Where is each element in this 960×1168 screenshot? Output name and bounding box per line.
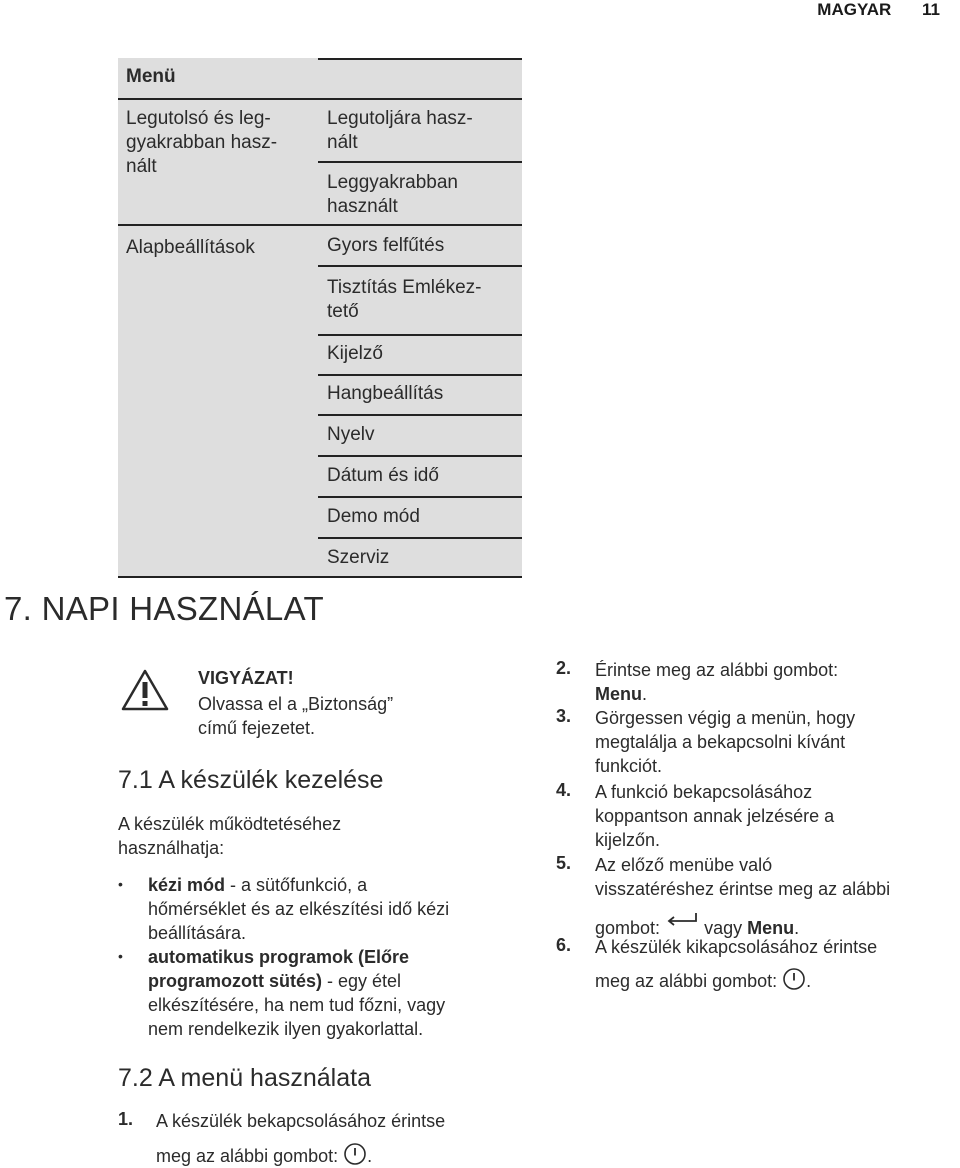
menu-left-row-1: Legutolsó és leg- gyakrabban hasz- nált: [126, 108, 278, 177]
bullet-1: kézi mód - a sütőfunkció, a hőmérséklet és az elkészítési idő kézi beállítására.: [148, 875, 450, 943]
step-5-text-line-3: gombot: vagy Menu.: [595, 910, 799, 940]
menu-right-row-7: Nyelv: [327, 424, 375, 445]
step-3-number: 3.: [556, 706, 572, 726]
step-4-text: A funkció bekapcsolásához koppantson annak jelzésére a kijelzőn.: [595, 782, 835, 850]
menu-right-row-2: Leggyakrabban használt: [327, 172, 458, 217]
step-6-text: A készülék kikapcsolásához érintse: [595, 937, 878, 957]
step-1-number: 1.: [118, 1109, 134, 1129]
menu-right-row-10: Szerviz: [327, 547, 390, 568]
menu-right-row-5: Kijelző: [327, 343, 383, 364]
warning-line-2: című fejezetet.: [198, 718, 316, 738]
power-icon: [782, 967, 806, 991]
s71-intro: A készülék működtetéséhez használhatja:: [118, 814, 342, 858]
bullet-1-marker: •: [118, 876, 123, 892]
warning-triangle-icon: [120, 668, 170, 712]
step-5-text: Az előző menübe való visszatéréshez érintse meg az alábbi: [595, 855, 891, 899]
header-page-number: 11: [922, 0, 940, 19]
menu-right-row-9: Demo mód: [327, 506, 420, 527]
section-title: 7. NAPI HASZNÁLAT: [4, 590, 324, 627]
warning-title: VIGYÁZAT!: [198, 668, 294, 688]
step-6-text-line-2: meg az alábbi gombot: .: [595, 967, 811, 993]
back-arrow-icon: [665, 910, 699, 930]
subsection-7-2-title: 7.2 A menü használata: [118, 1064, 371, 1092]
menu-right-row-4: Tisztítás Emlékez- tető: [327, 277, 482, 322]
step-6-number: 6.: [556, 935, 572, 955]
menu-table: [118, 58, 522, 578]
menu-right-row-3: Gyors felfűtés: [327, 235, 445, 256]
step-3-text: Görgessen végig a menün, hogy megtalálja a bekapcsolni kívánt funkciót.: [595, 708, 856, 776]
bullet-2: automatikus programok (Előre programozott sütés) - egy étel elkészítésére, ha nem tud főzni, vagy nem rendelkezik ilyen gyakorlattal.: [148, 947, 446, 1039]
step-4-number: 4.: [556, 780, 572, 800]
power-icon: [343, 1142, 367, 1166]
step-5-number: 5.: [556, 853, 572, 873]
menu-table-title: Menü: [126, 66, 176, 87]
menu-left-row-2: Alapbeállítások: [126, 237, 255, 258]
menu-right-row-1: Legutoljára hasz- nált: [327, 108, 473, 153]
step-2-number: 2.: [556, 658, 572, 678]
header-language: MAGYAR: [817, 0, 892, 19]
step-2-text: Érintse meg az alábbi gombot: Menu.: [595, 660, 839, 704]
page-header: [817, 0, 940, 20]
menu-right-row-6: Hangbeállítás: [327, 383, 444, 404]
step-1-text-line-2: meg az alábbi gombot: .: [156, 1142, 372, 1168]
step-1-text: A készülék bekapcsolásához érintse: [156, 1111, 446, 1131]
menu-right-row-8: Dátum és idő: [327, 465, 439, 486]
warning-line-1: Olvassa el a „Biztonság”: [198, 694, 394, 714]
bullet-2-marker: •: [118, 948, 123, 964]
subsection-7-1-title: 7.1 A készülék kezelése: [118, 766, 384, 794]
